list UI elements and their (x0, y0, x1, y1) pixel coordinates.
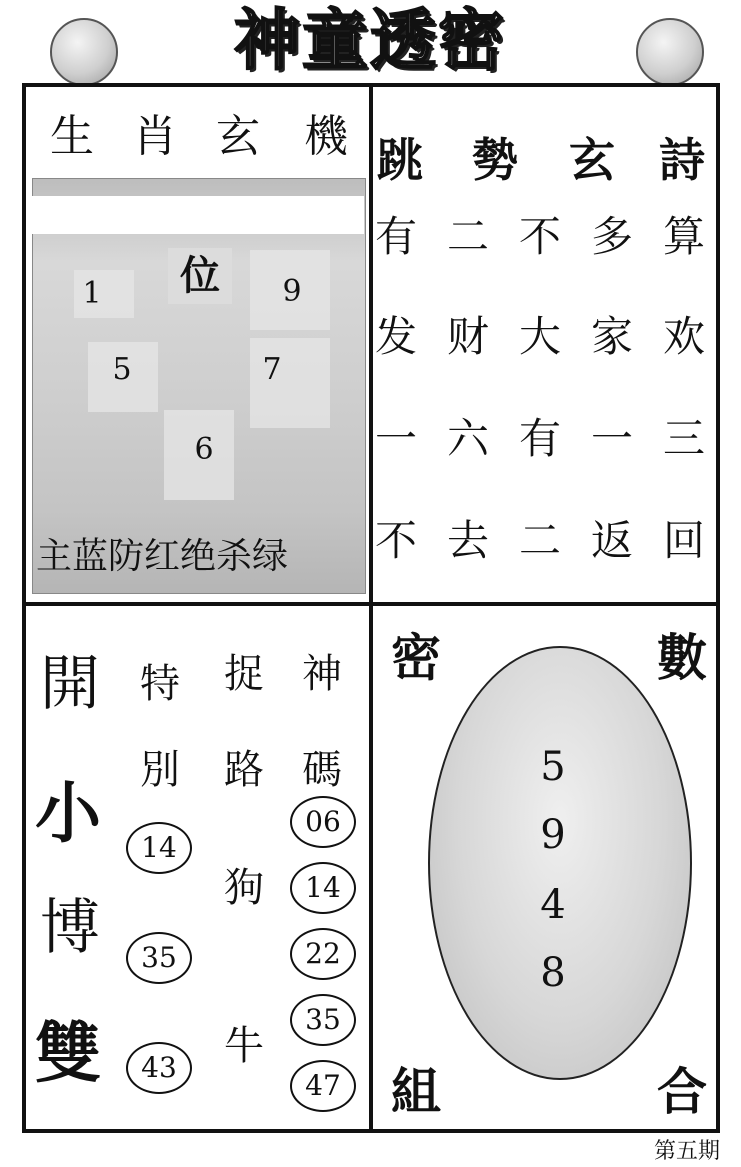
poem-char: 回 (662, 516, 705, 565)
code-number: 22 (290, 928, 356, 980)
poem-heading-char: 跳 (377, 133, 423, 187)
poem-char: 不 (374, 516, 417, 565)
big-char: 小 (35, 775, 101, 852)
poem-char: 二 (518, 516, 561, 565)
poem-char: 一 (590, 414, 633, 463)
special-label-char: 特 (140, 661, 180, 707)
zodiac-number: 9 (282, 274, 302, 309)
secret-digit: 8 (540, 950, 566, 996)
special-label-char: 別 (140, 747, 180, 793)
route-zodiac: 狗 (224, 865, 264, 911)
zodiac-heading-char: 玄 (216, 111, 260, 162)
zodiac-number: 7 (262, 352, 282, 387)
poem-char: 家 (590, 312, 633, 361)
big-char: 開 (40, 649, 100, 719)
poem-char: 二 (446, 212, 489, 261)
left-ball-ornament (50, 18, 118, 86)
corner-char-top-right: 數 (657, 629, 707, 687)
poem-char: 有 (374, 212, 417, 261)
poem-char: 有 (518, 414, 561, 463)
zodiac-top-band (32, 196, 364, 234)
position-label: 位 (168, 248, 232, 304)
poem-char: 多 (590, 212, 633, 261)
issue-label: 第五期 (653, 1139, 720, 1164)
zodiac-number: 5 (112, 352, 132, 387)
poem-char: 三 (662, 414, 705, 463)
poem-char: 大 (518, 312, 561, 361)
big-char: 雙 (35, 1015, 101, 1092)
zodiac-number: 6 (194, 432, 214, 467)
special-number: 35 (126, 932, 192, 984)
poem-heading-char: 詩 (659, 133, 705, 187)
poem-char: 返 (590, 516, 633, 565)
route-label-char: 捉 (224, 651, 264, 697)
poem-char: 去 (446, 516, 489, 565)
special-number: 43 (126, 1042, 192, 1094)
zodiac-number: 1 (82, 276, 102, 311)
route-zodiac: 牛 (224, 1023, 264, 1069)
corner-char-bottom-left: 組 (391, 1063, 441, 1121)
poem-char: 算 (662, 212, 705, 261)
poem-heading-char: 玄 (569, 133, 615, 187)
right-ball-ornament (636, 18, 704, 86)
corner-char-top-left: 密 (391, 629, 441, 687)
number-oval (428, 646, 692, 1080)
corner-char-bottom-right: 合 (657, 1063, 707, 1121)
secret-digit: 5 (540, 744, 566, 790)
secret-digit: 4 (540, 882, 566, 928)
poem-heading-char: 勢 (472, 133, 518, 187)
color-tip: 主蓝防红绝杀绿 (36, 536, 289, 577)
zodiac-heading-char: 機 (304, 111, 348, 162)
zodiac-heading-char: 生 (50, 111, 94, 162)
poem-char: 一 (374, 414, 417, 463)
poem-char: 财 (446, 312, 489, 361)
code-label-char: 碼 (302, 747, 342, 793)
poem-char: 六 (446, 414, 489, 463)
poem-char: 不 (518, 212, 561, 261)
poem-char: 欢 (662, 312, 705, 361)
secret-digit: 9 (540, 812, 566, 858)
big-char: 博 (40, 893, 100, 963)
route-label-char: 路 (224, 747, 264, 793)
zodiac-heading-char: 肖 (133, 111, 177, 162)
code-number: 06 (290, 796, 356, 848)
code-number: 14 (290, 862, 356, 914)
code-label-char: 神 (302, 651, 342, 697)
special-number: 14 (126, 822, 192, 874)
code-number: 35 (290, 994, 356, 1046)
page-title: 神童透密 (234, 2, 506, 79)
poem-char: 发 (374, 312, 417, 361)
code-number: 47 (290, 1060, 356, 1112)
horizontal-divider (22, 602, 720, 606)
